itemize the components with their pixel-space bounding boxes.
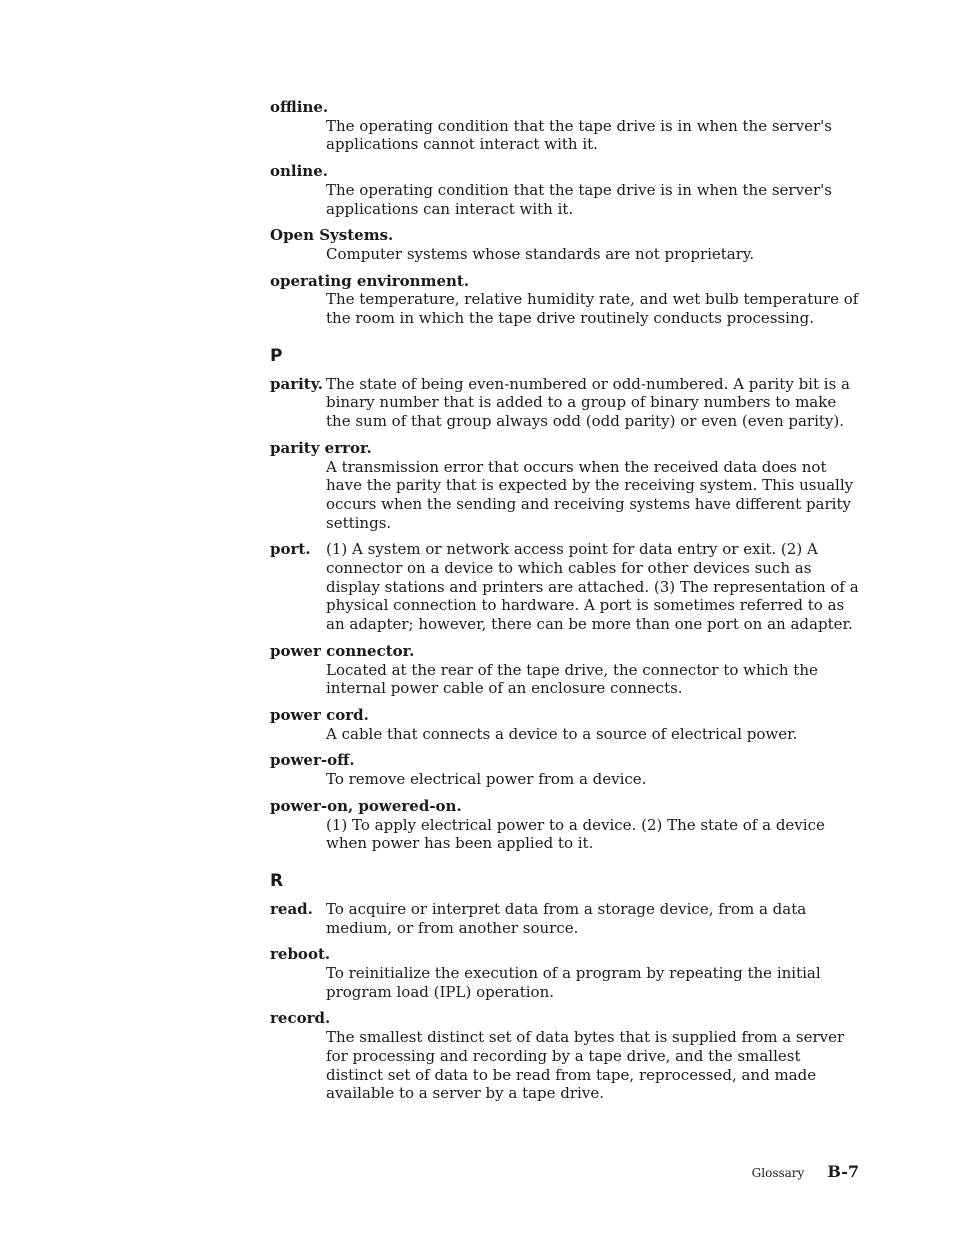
glossary-entry-reboot <box>270 945 860 1001</box>
glossary-definition: The smallest distinct set of data bytes that is supplied from a server for processing and recording by a tape drive, and the smallest distinct set of data to be read from tape, reprocessed, and made available to a server by a tape drive. <box>326 1028 845 1103</box>
glossary-term: reboot. <box>270 945 331 964</box>
page-footer <box>752 1162 859 1181</box>
glossary-entry-parity <box>270 375 860 431</box>
glossary-term: power-on, powered-on. <box>270 796 462 815</box>
glossary-definition: Located at the rear of the tape drive, the connector to which the internal power cable of an enclosure connects. <box>326 660 818 698</box>
page-number: B-7 <box>827 1162 859 1181</box>
glossary-entry-offline <box>270 98 860 154</box>
glossary-entry-port <box>270 540 860 634</box>
glossary-entry-power-on <box>270 797 860 853</box>
section-heading-r: R <box>270 870 284 891</box>
glossary-definition: A cable that connects a device to a source of electrical power. <box>326 724 798 743</box>
glossary-definition: The operating condition that the tape drive is in when the server's applications can interact with it. <box>326 180 832 218</box>
glossary-definition: (1) To apply electrical power to a device. (2) The state of a device when power has been applied to it. <box>326 815 825 853</box>
glossary-term: port. <box>270 540 311 559</box>
glossary-definition: The operating condition that the tape drive is in when the server's applications cannot interact with it. <box>326 116 832 154</box>
glossary-entry-operating-environment <box>270 272 860 328</box>
glossary-term: record. <box>270 1009 331 1028</box>
footer-section-label: Glossary <box>751 1166 805 1180</box>
glossary-definition: To acquire or interpret data from a storage device, from a data medium, or from another source. <box>326 899 807 937</box>
glossary-term: Open Systems. <box>270 226 394 245</box>
glossary-term: offline. <box>270 98 329 116</box>
glossary-term: parity. <box>270 374 323 393</box>
glossary-entry-open-systems <box>270 226 860 263</box>
glossary-entry-power-off <box>270 751 860 788</box>
glossary-definition: To reinitialize the execution of a program by repeating the initial program load (IPL) operation. <box>326 964 821 1001</box>
glossary-content <box>270 98 860 1111</box>
glossary-term: power-off. <box>270 751 355 770</box>
section-heading-p: P <box>270 345 283 366</box>
glossary-entry-parity-error <box>270 439 860 533</box>
glossary-entry-power-cord <box>270 706 860 743</box>
glossary-term: read. <box>270 899 313 918</box>
glossary-definition: Computer systems whose standards are not proprietary. <box>326 244 755 263</box>
glossary-term: parity error. <box>270 438 372 457</box>
glossary-definition: The temperature, relative humidity rate, and wet bulb temperature of the room in which the tape drive routinely conducts processing. <box>326 290 859 328</box>
glossary-term: online. <box>270 162 328 181</box>
glossary-entry-record <box>270 1009 860 1103</box>
glossary-entry-online <box>270 162 860 218</box>
glossary-definition: A transmission error that occurs when the received data does not have the parity that is expected by the receiving system. This usually occurs when the sending and receiving systems have different parity settings. <box>326 457 854 532</box>
glossary-term: power cord. <box>270 705 369 724</box>
glossary-term: operating environment. <box>270 271 470 290</box>
glossary-definition: To remove electrical power from a device. <box>326 770 647 789</box>
glossary-definition: (1) A system or network access point for data entry or exit. (2) A connector on a device to which cables for other devices such as display stations and printers are attached. (3) The representation of a physical connection to hardware. A port is sometimes referred to as an adapter; however, there can be more than one port on an adapter. <box>326 540 859 634</box>
glossary-term: power connector. <box>270 641 415 660</box>
glossary-entry-power-connector <box>270 642 860 698</box>
glossary-definition: The state of being even-numbered or odd-numbered. A parity bit is a binary number that is added to a group of binary numbers to make the sum of that group always odd (odd parity) or even (even parity). <box>326 374 850 431</box>
glossary-entry-read <box>270 900 860 937</box>
